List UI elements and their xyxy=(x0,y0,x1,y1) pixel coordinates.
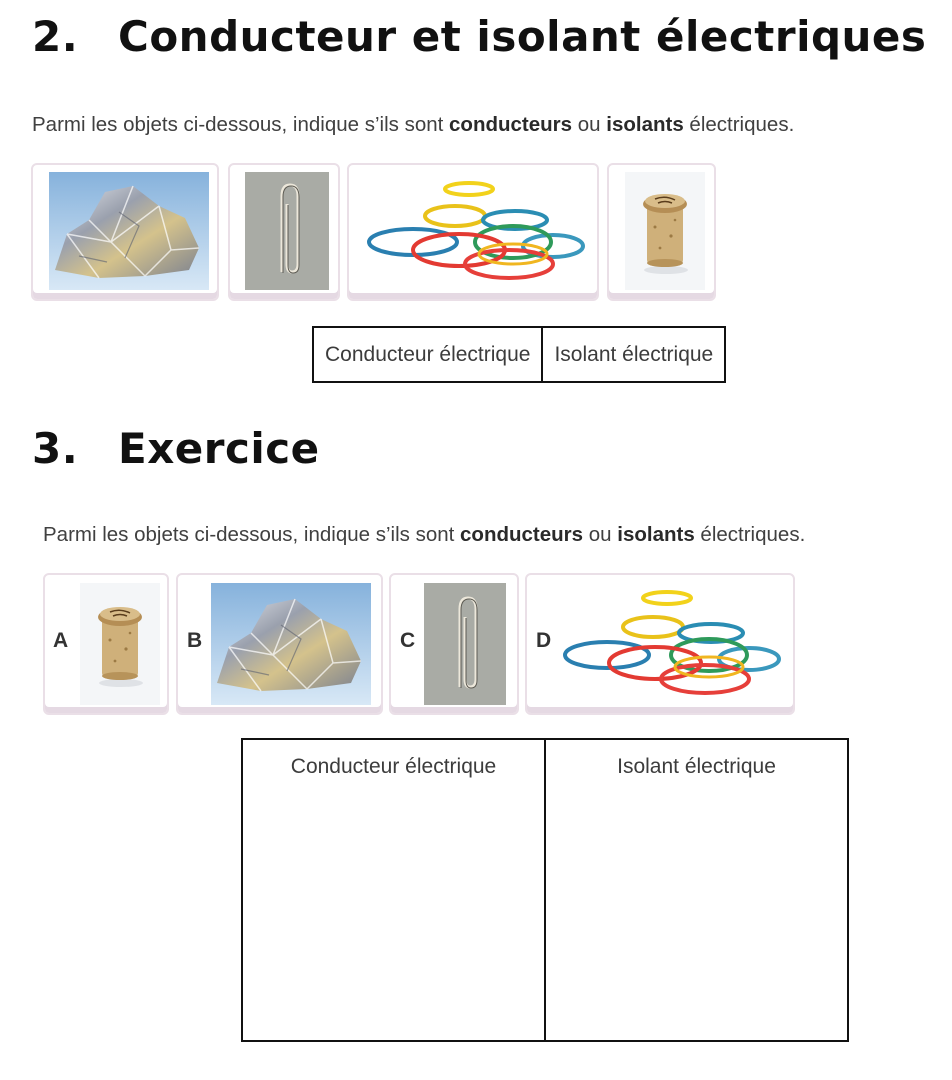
rubber-bands-photo xyxy=(561,583,785,705)
image-card-a[interactable] xyxy=(43,573,169,715)
section-number: 3. xyxy=(32,424,79,473)
section-2-heading xyxy=(32,12,926,61)
image-card-b[interactable] xyxy=(176,573,383,715)
section-3-heading xyxy=(32,424,320,473)
instruction-part: Parmi les objets ci-dessous, indique s’ils sont xyxy=(43,523,461,546)
instruction-part: Parmi les objets ci-dessous, indique s’ils sont xyxy=(32,113,450,136)
instruction-part: ou xyxy=(572,113,607,136)
instruction-part: électriques. xyxy=(683,113,795,136)
drop-zone-conducteur[interactable] xyxy=(242,739,545,1041)
image-card-cork[interactable] xyxy=(607,163,716,301)
image-card-d[interactable] xyxy=(525,573,795,715)
cork-stopper-photo xyxy=(625,172,705,290)
instruction-text xyxy=(32,113,794,137)
paper-clip-photo xyxy=(424,583,506,705)
drop-zone-isolant[interactable] xyxy=(545,739,848,1041)
classification-table-section-2 xyxy=(312,326,726,383)
instruction-bold-conducteurs: conducteurs xyxy=(460,523,584,546)
aluminium-foil-photo xyxy=(49,172,209,290)
table-header-isolant: Isolant électrique xyxy=(542,327,725,382)
instruction-bold-isolants: isolants xyxy=(606,113,684,136)
instruction-part: ou xyxy=(583,523,618,546)
cork-stopper-photo xyxy=(80,583,160,705)
paper-clip-photo xyxy=(245,172,329,290)
card-letter: A xyxy=(53,629,69,652)
instruction-text xyxy=(43,523,805,547)
instruction-bold-isolants: isolants xyxy=(617,523,695,546)
card-letter: C xyxy=(400,629,416,652)
image-card-foil[interactable] xyxy=(31,163,219,301)
card-letter: B xyxy=(187,629,203,652)
image-card-paperclip[interactable] xyxy=(228,163,340,301)
section-number: 2. xyxy=(32,12,79,61)
aluminium-foil-photo xyxy=(211,583,371,705)
image-card-rubber-bands[interactable] xyxy=(347,163,599,301)
image-card-c[interactable] xyxy=(389,573,519,715)
classification-table-section-3 xyxy=(241,738,849,1042)
section-title: Exercice xyxy=(118,424,320,473)
table-header-conducteur: Conducteur électrique xyxy=(290,755,497,778)
table-header-isolant: Isolant électrique xyxy=(617,755,776,778)
instruction-part: électriques. xyxy=(694,523,806,546)
instruction-bold-conducteurs: conducteurs xyxy=(449,113,573,136)
rubber-bands-photo xyxy=(363,172,587,290)
table-header-conducteur: Conducteur électrique xyxy=(313,327,542,382)
card-letter: D xyxy=(536,629,552,652)
section-title: Conducteur et isolant électriques xyxy=(118,12,927,61)
